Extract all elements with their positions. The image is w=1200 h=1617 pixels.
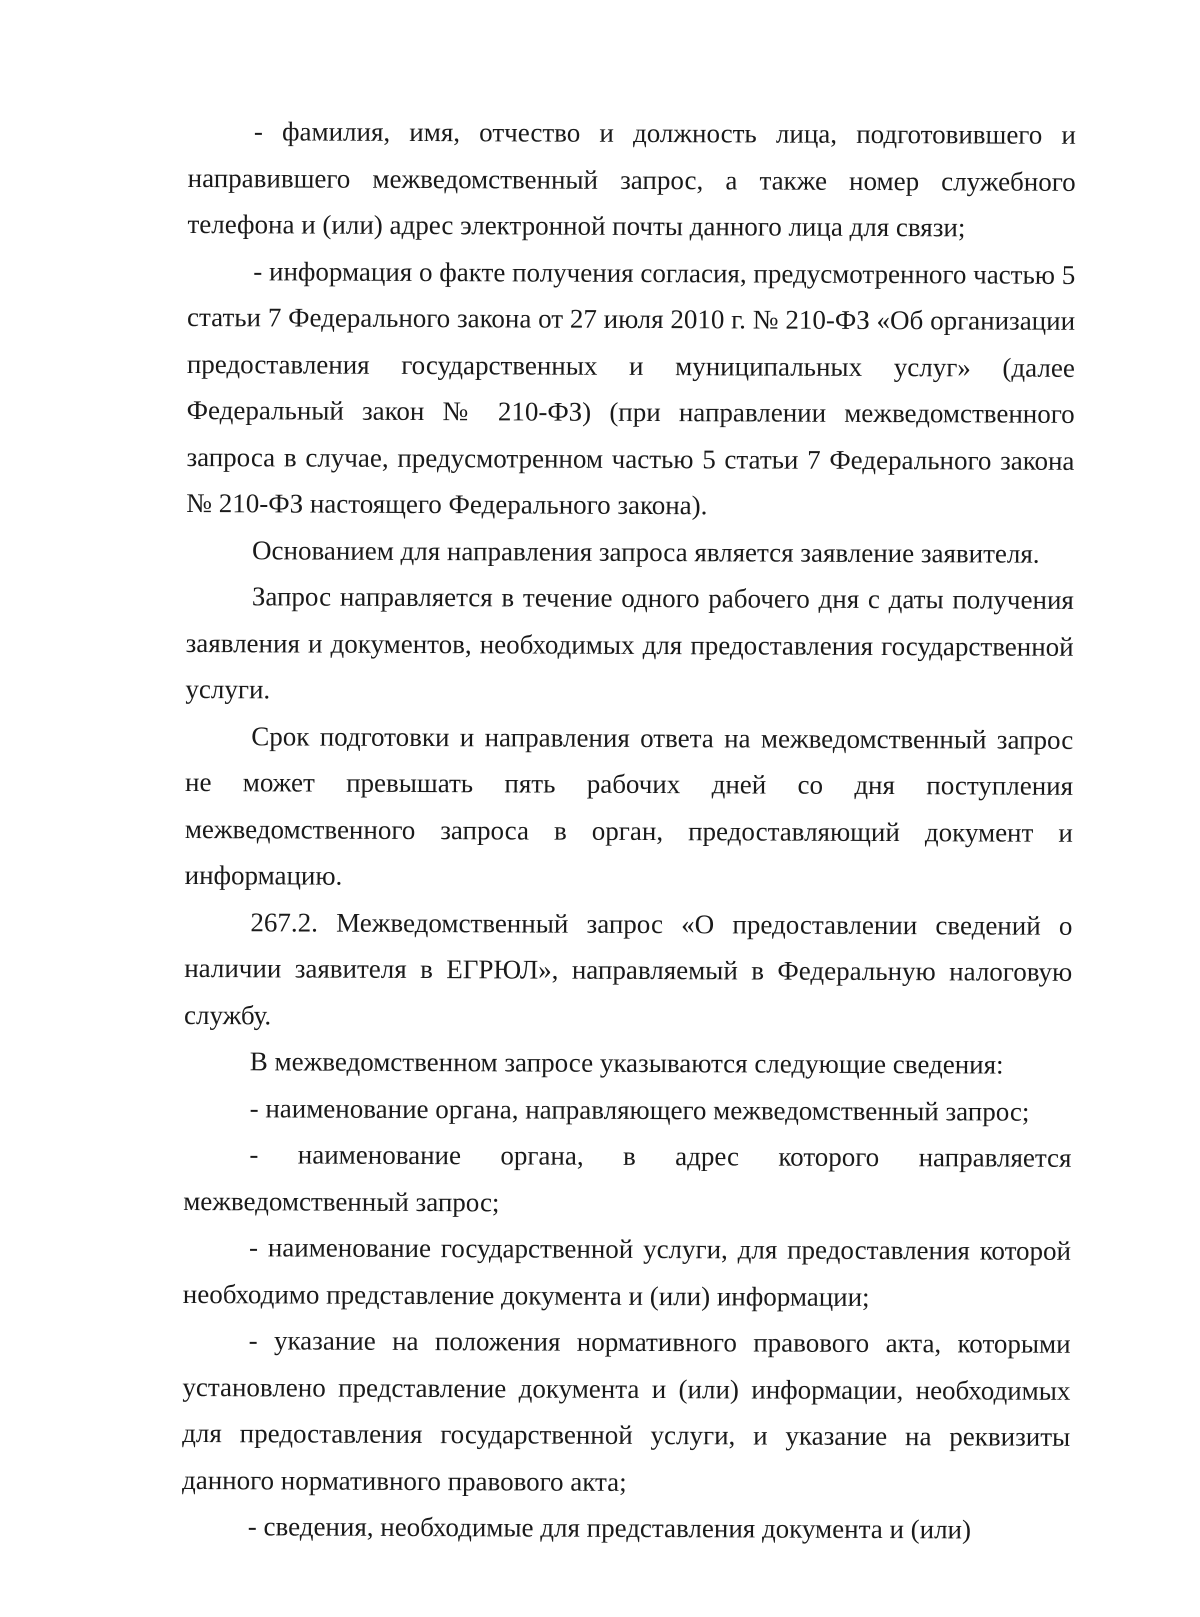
paragraph-consent-info: - информация о факте получения согласия, предусмотренного частью 5 статьи 7 Федерального закона от 27 июля 2010 г. № 210-ФЗ «Об организации предоставления государственных и муниципальных услуг» (далее Федеральный закон № 210-ФЗ) (при направлении межведомственного запроса в случае, предусмотренном частью 5 статьи 7 Федерального закона № 210-ФЗ настоящего Федерального закона). [186, 255, 1076, 521]
paragraph-legal-act: - указание на положения нормативного правового акта, которыми установлено представление документа и (или) информации, необходимых для предоставления государственной услуги, и указание на реквизиты данного нормативного правового акта; [181, 1325, 1071, 1497]
document-body [182, 108, 1076, 1553]
paragraph-request-contents-intro: В межведомственном запросе указываются следующие сведения: [249, 1046, 1004, 1080]
paragraph-section-267-2: 267.2. Межведомственный запрос «О предоставлении сведений о наличии заявителя в ЕГРЮЛ», направляемый в Федеральную налоговую службу. [183, 906, 1073, 1030]
paragraph-request-term: Запрос направляется в течение одного рабочего дня с даты получения заявления и документов, необходимых для предоставления государственной услуги. [185, 581, 1074, 705]
paragraph-request-basis: Основанием для направления запроса является заявление заявителя. [252, 534, 1040, 569]
paragraph-response-term: Срок подготовки и направления ответа на межведомственный запрос не может превышать пять рабочих дней со дня поступления межведомственного запроса в орган, предоставляющий документ и информацию. [184, 720, 1074, 891]
paragraph-contact-person: - фамилия, имя, отчество и должность лица, подготовившего и направившего межведомственный запрос, а также номер служебного телефона и (или) адрес электронной почты данного лица для связи; [187, 116, 1076, 243]
paragraph-service-name: - наименование государственной услуги, для предоставления которой необходимо представление документа и (или) информации; [182, 1232, 1072, 1312]
paragraph-sending-organ: - наименование органа, направляющего межведомственный запрос; [249, 1092, 1030, 1127]
paragraph-receiving-organ: - наименование органа, в адрес которого направляется межведомственный запрос; [183, 1139, 1072, 1217]
paragraph-required-info: - сведения, необходимые для представления документа и (или) [247, 1511, 972, 1545]
